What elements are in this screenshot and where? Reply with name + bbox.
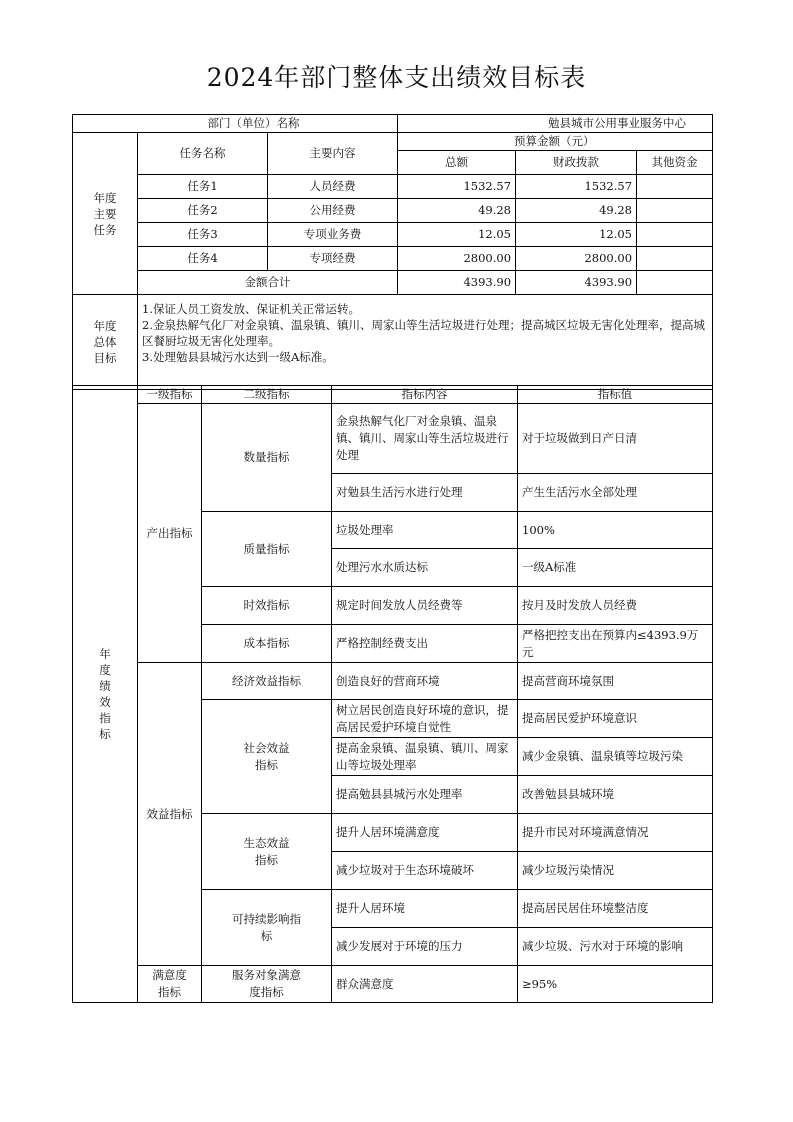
task-content: 人员经费 <box>268 175 398 199</box>
task-name: 任务3 <box>138 223 268 247</box>
economic-label: 经济效益指标 <box>202 663 332 700</box>
task-name: 任务4 <box>138 247 268 271</box>
task-other <box>637 247 713 271</box>
indicator-value: 改善勉县县城环境 <box>518 776 713 814</box>
table-row <box>73 247 713 271</box>
indicator-content: 处理污水水质达标 <box>332 549 518 587</box>
col-other: 其他资金 <box>637 151 713 175</box>
col-indicator-content: 指标内容 <box>332 386 518 404</box>
col-fiscal: 财政拨款 <box>516 151 637 175</box>
satisfaction-label: 满意度指标 <box>138 966 202 1003</box>
indicator-content: 减少发展对于环境的压力 <box>332 928 518 966</box>
task-fiscal: 12.05 <box>516 223 637 247</box>
goals-side-label: 年度总体目标 <box>73 295 138 390</box>
task-other <box>637 223 713 247</box>
indicator-content: 创造良好的营商环境 <box>332 663 518 700</box>
indicator-content: 对勉县生活污水进行处理 <box>332 474 518 512</box>
sustain-label: 可持续影响指标 <box>202 890 332 966</box>
indicator-value: 一级A标准 <box>518 549 713 587</box>
table-row <box>73 404 713 474</box>
indicator-content: 群众满意度 <box>332 966 518 1003</box>
table-row <box>73 199 713 223</box>
task-name: 任务2 <box>138 199 268 223</box>
dept-row <box>73 115 713 133</box>
indicator-value: 提升市民对环境满意情况 <box>518 814 713 852</box>
sum-row <box>73 271 713 295</box>
indicator-content: 树立居民创造良好环境的意识，提高居民爱护环境自觉性 <box>332 700 518 738</box>
task-name: 任务1 <box>138 175 268 199</box>
performance-table <box>72 385 713 1003</box>
dept-label: 部门（单位）名称 <box>73 115 398 133</box>
col-task-name: 任务名称 <box>138 133 268 175</box>
task-fiscal: 1532.57 <box>516 175 637 199</box>
task-other <box>637 199 713 223</box>
page-title: 2024年部门整体支出绩效目标表 <box>206 63 587 92</box>
indicator-content: 提升人居环境满意度 <box>332 814 518 852</box>
indicator-content: 严格控制经费支出 <box>332 625 518 663</box>
eco-label: 生态效益指标 <box>202 814 332 890</box>
task-other <box>637 175 713 199</box>
col-indicator-value: 指标值 <box>518 386 713 404</box>
indicator-value: 减少垃圾、污水对于环境的影响 <box>518 928 713 966</box>
social-label: 社会效益指标 <box>202 700 332 814</box>
col-main-content: 主要内容 <box>268 133 398 175</box>
col-level2: 二级指标 <box>202 386 332 404</box>
goals-row <box>73 295 713 390</box>
sum-fiscal: 4393.90 <box>516 271 637 295</box>
cost-label: 成本指标 <box>202 625 332 663</box>
satisfaction-sub-label: 服务对象满意度指标 <box>202 966 332 1003</box>
tasks-table <box>72 114 713 390</box>
sum-label: 金额合计 <box>138 271 398 295</box>
timeliness-label: 时效指标 <box>202 587 332 625</box>
col-budget: 预算金额（元） <box>398 133 713 151</box>
task-content: 专项经费 <box>268 247 398 271</box>
col-level1: 一级指标 <box>138 386 202 404</box>
indicator-value: 产生生活污水全部处理 <box>518 474 713 512</box>
perf-header-row <box>73 386 713 404</box>
sum-other <box>637 271 713 295</box>
indicator-value: 减少垃圾污染情况 <box>518 852 713 890</box>
sum-total: 4393.90 <box>398 271 516 295</box>
table-row <box>73 966 713 1003</box>
indicator-value: 100% <box>518 512 713 549</box>
task-total: 49.28 <box>398 199 516 223</box>
task-fiscal: 2800.00 <box>516 247 637 271</box>
task-total: 1532.57 <box>398 175 516 199</box>
task-fiscal: 49.28 <box>516 199 637 223</box>
table-row <box>73 223 713 247</box>
indicator-content: 减少垃圾对于生态环境破坏 <box>332 852 518 890</box>
task-content: 专项业务费 <box>268 223 398 247</box>
indicator-content: 提高勉县县城污水处理率 <box>332 776 518 814</box>
indicator-content: 金泉热解气化厂对金泉镇、温泉镇、镇川、周家山等生活垃圾进行处理 <box>332 404 518 474</box>
goal-line: 1.保证人员工资发放、保证机关正常运转。 <box>142 302 360 316</box>
indicator-content: 提升人居环境 <box>332 890 518 928</box>
table-row <box>73 175 713 199</box>
indicator-value: 提高居民爱护环境意识 <box>518 700 713 738</box>
indicator-content: 规定时间发放人员经费等 <box>332 587 518 625</box>
indicator-content: 垃圾处理率 <box>332 512 518 549</box>
tasks-header-row <box>73 133 713 151</box>
indicator-value: 减少金泉镇、温泉镇等垃圾污染 <box>518 738 713 776</box>
tasks-side-label: 年度主要任务 <box>73 133 138 295</box>
dept-value: 勉县城市公用事业服务中心 <box>398 115 713 133</box>
output-label: 产出指标 <box>138 404 202 663</box>
goal-line: 2.金泉热解气化厂对金泉镇、温泉镇、镇川、周家山等生活垃圾进行处理；提高城区垃圾无害化处理率，提高城区餐厨垃圾无害化处理率。 <box>142 318 705 348</box>
benefit-label: 效益指标 <box>138 663 202 966</box>
indicator-value: 提高居民居住环境整洁度 <box>518 890 713 928</box>
task-total: 12.05 <box>398 223 516 247</box>
perf-side-label: 年度绩效指标 <box>73 386 138 1003</box>
goal-line: 3.处理勉县县城污水达到一级A标准。 <box>142 350 334 364</box>
quality-label: 质量指标 <box>202 512 332 587</box>
quantity-label: 数量指标 <box>202 404 332 512</box>
indicator-value: 严格把控支出在预算内≤4393.9万元 <box>518 625 713 663</box>
indicator-content: 提高金泉镇、温泉镇、镇川、周家山等垃圾处理率 <box>332 738 518 776</box>
task-content: 公用经费 <box>268 199 398 223</box>
col-total: 总额 <box>398 151 516 175</box>
indicator-value: ≥95% <box>518 966 713 1003</box>
indicator-value: 对于垃圾做到日产日清 <box>518 404 713 474</box>
indicator-value: 提高营商环境氛围 <box>518 663 713 700</box>
indicator-value: 按月及时发放人员经费 <box>518 587 713 625</box>
goals-text <box>138 295 713 390</box>
task-total: 2800.00 <box>398 247 516 271</box>
table-row <box>73 663 713 700</box>
